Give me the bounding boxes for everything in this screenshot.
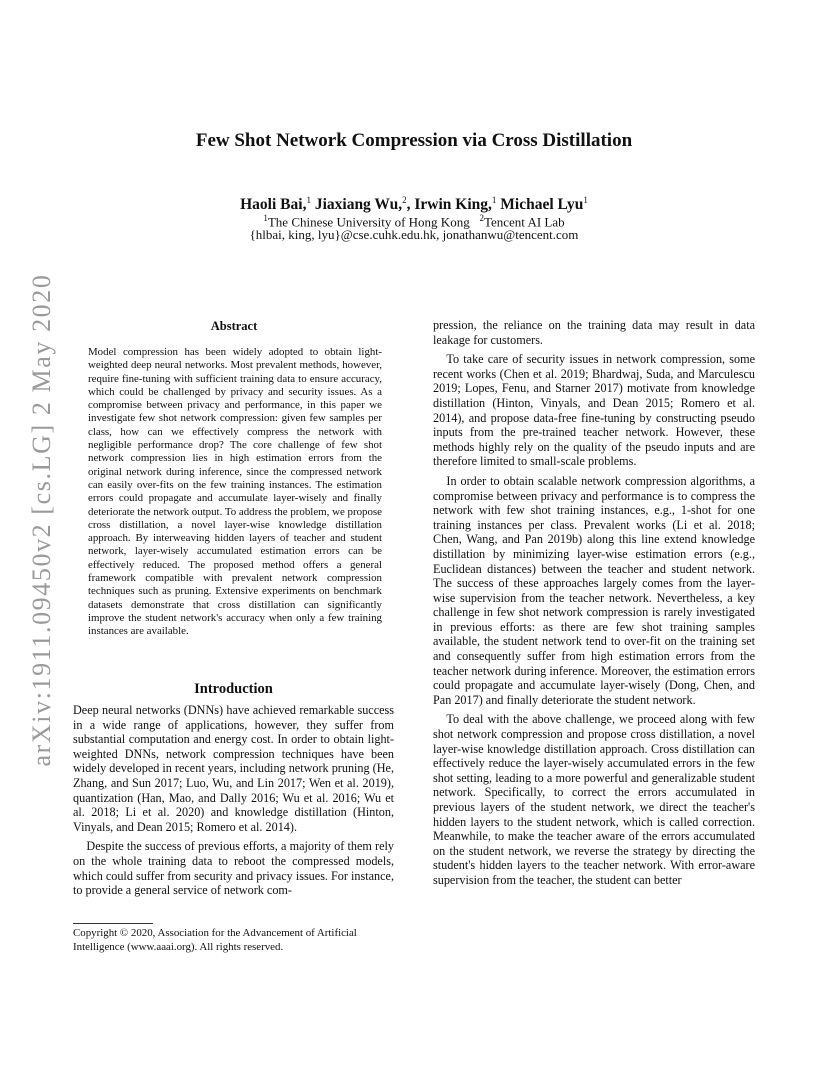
affil-mark: 2	[479, 213, 484, 223]
author-affil-mark: 2	[402, 195, 407, 205]
affil-mark: 1	[263, 213, 268, 223]
author-name: Jiaxiang Wu,	[314, 196, 403, 214]
paragraph: pression, the reliance on the training data may result in data leakage for customers.	[433, 318, 755, 347]
paragraph: To take care of security issues in network compression, some recent works (Chen et al. 2019; Bhardwaj, Suda, and Marculescu 2019; Lopes, Fenu, and Starner 2017) motivate from knowledge distillation (Hinton, Vinyals, and Dean 2015; Romero et al. 2014), and propose data-free fine-tuning by constructing pseudo inputs from the pre-trained teacher network. However, these methods highly rely on the quality of the pseudo inputs and are therefore limited to small-scale problems.	[433, 352, 755, 469]
paragraph: To deal with the above challenge, we proceed along with few shot network compression and propose cross distillation, a novel layer-wise knowledge distillation approach. Cross distillation can effectively reduce the layer-wisely accumulated errors in the few shot setting, leading to a more powerful and generalizable student network. Specifically, to correct the errors accumulated in previous layers of the student network, we direct the teacher's hidden layers to the student network, which is called correction. Meanwhile, to make the teacher aware of the errors accumulated on the student network, we reverse the strategy by directing the student's hidden layers to the teacher network. With error-aware supervision from the teacher, the student can better	[433, 712, 755, 887]
author-name: Irwin King,	[414, 196, 492, 214]
abstract-text: Model compression has been widely adopted to obtain light-weighted deep neural networks. Most prevalent methods, however, require fine-tuning with sufficient training data to ensure accuracy, which could be challenged by privacy and security issues. As a compromise between privacy and performance, in this paper we investigate few shot network compression: given few samples per class, how can we effectively compress the network with negligible performance drop? The core challenge of few shot network compression lies in high estimation errors from the original network during inference, since the compressed network can easily over-fits on the few training instances. The estimation errors could propagate and accumulate layer-wisely and finally deteriorate the network output. To address the problem, we propose cross distillation, a novel layer-wise knowledge distillation approach. By interweaving hidden layers of teacher and student network, layer-wisely accumulated estimation errors can be effectively reduced. The proposed method offers a general framework compatible with prevalent network compression techniques such as pruning. Extensive experiments on benchmark datasets demonstrate that cross distillation can significantly improve the student network's accuracy when only a few training instances are available.	[88, 346, 382, 638]
paragraph: Deep neural networks (DNNs) have achieved remarkable success in a wide range of applications, however, they suffer from substantial computation and energy cost. In order to obtain light-weighted DNNs, network compression techniques have been widely developed in recent years, including network pruning (He, Zhang, and Sun 2017; Luo, Wu, and Lin 2017; Wen et al. 2019), quantization (Han, Mao, and Dally 2016; Wu et al. 2016; Wu et al. 2018; Li et al. 2020) and knowledge distillation (Hinton, Vinyals, and Dean 2015; Romero et al. 2014).	[73, 703, 394, 834]
affiliation: Tencent AI Lab	[483, 214, 565, 230]
paragraph: In order to obtain scalable network compression algorithms, a compromise between privacy and performance is to compress the network with few shot training instances, e.g., 1-shot for one training instances per class. Prevalent works (Li et al. 2018; Chen, Wang, and Pan 2019b) along this line extend knowledge distillation by minimizing layer-wise estimation errors (e.g., Euclidean distances) between the teacher and student network. The success of these approaches largely comes from the layer-wise supervision from the teacher network. Nevertheless, a key challenge in few shot network compression is rarely investigated in previous efforts: as there are few shot training samples available, the student network tend to over-fit on the training set and consequently suffer from high estimation errors from the teacher network during inference. Moreover, the estimation errors could propagate and accumulate layer-wisely (Dong, Chen, and Pan 2017) and finally deteriorate the student network.	[433, 473, 755, 707]
copyright-footnote: Copyright © 2020, Association for the Advancement of Artificial Intelligence (www.aaai.org). All rights reserved.	[73, 927, 357, 953]
author-affil-mark: 1	[306, 195, 311, 205]
arxiv-identifier: arXiv:1911.09450v2 [cs.LG] 2 May 2020	[27, 273, 56, 767]
affiliation: The Chinese University of Hong Kong	[267, 214, 470, 230]
author-affil-mark: 1	[491, 195, 497, 205]
paragraph: Despite the success of previous efforts, a majority of them rely on the whole training data to reboot the compressed models, which could suffer from security and privacy issues. For instance, to provide a general service of network com-	[73, 839, 394, 898]
introduction-body	[73, 703, 394, 898]
author-name: Michael Lyu	[500, 196, 584, 214]
author-list: Haoli Bai,$^1$ Jiaxiang Wu,$^2$, Irwin King,$^1$ Michael Lyu$^1$	[240, 195, 588, 214]
introduction-heading: Introduction	[194, 681, 273, 697]
author-affil-mark: 1	[583, 195, 588, 205]
abstract-heading: Abstract	[210, 319, 258, 333]
right-column	[433, 318, 755, 888]
author-name: Haoli Bai,	[240, 196, 307, 214]
paper-title: Few Shot Network Compression via Cross Distillation	[195, 130, 633, 151]
footnote-rule	[73, 923, 153, 924]
author-emails: {hlbai, king, lyu}@cse.cuhk.edu.hk, jonathanwu@tencent.com	[249, 227, 579, 242]
